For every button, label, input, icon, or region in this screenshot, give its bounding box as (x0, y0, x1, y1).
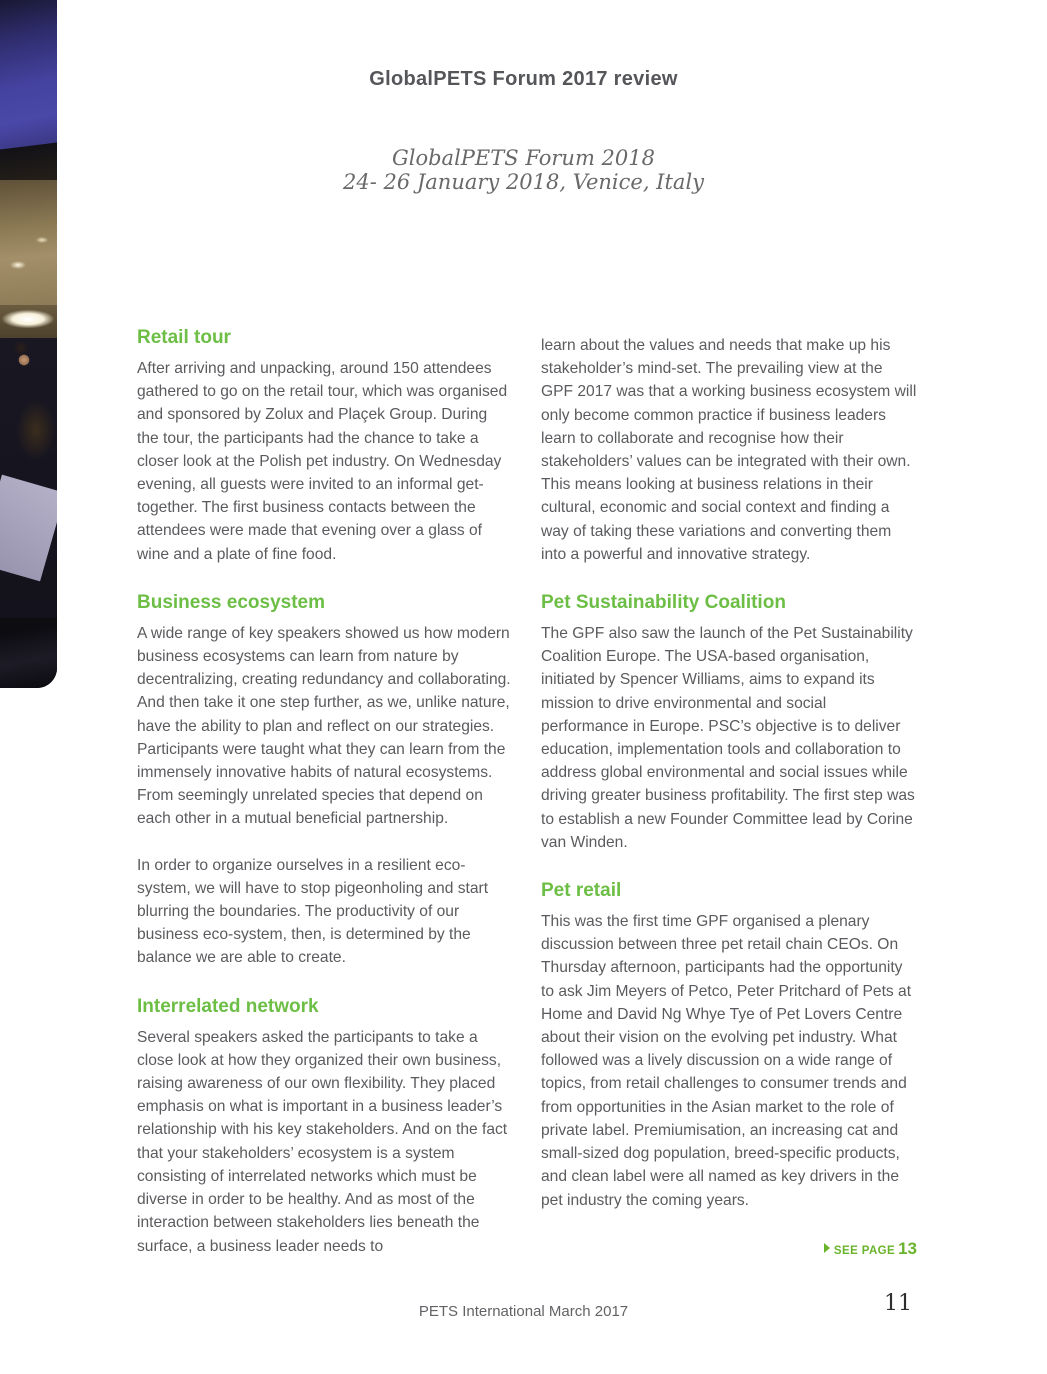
photo-light-panel (0, 305, 57, 341)
right-column (541, 327, 917, 1259)
paragraph-interrelated-network: Several speakers asked the participants to take a close look at how they organized their own business, raising awareness of our own flexibility. They placed emphasis on what is important in a business leader’s relationship with his key stakeholders. And on the fact that your stakeholders’ ecosystem is a system consisting of interrelated networks which must be diverse in order to be healthy. And as most of the interaction between stakeholders lies beneath the surface, a business leader needs to (137, 1028, 508, 1255)
photo-ceiling (0, 180, 57, 308)
section-heading-retail-tour: Retail tour (137, 327, 231, 348)
paragraph-continuation: learn about the values and needs that make up his stakeholder’s mind-set. The prevailing view at the GPF 2017 was that a working business ecosystem will only become common practice if business leaders learn to collaborate and recognise how their stakeholders’ values can be integrated with their own. This means looking at business relations in their cultural, economic and social context and finding a way of taking these variations and converting them into a powerful and innovative strategy. (541, 337, 917, 563)
footer-page-number: 11 (884, 1291, 912, 1316)
section-heading-business-ecosystem: Business ecosystem (137, 591, 325, 613)
arrow-right-icon (824, 1243, 830, 1253)
event-announcement (0, 146, 1047, 194)
page-title: GlobalPETS Forum 2017 review (369, 68, 678, 91)
paragraph-business-ecosystem-2: In order to organize ourselves in a resilient eco-system, we will have to stop pigeonholing and start blurring the boundaries. The productivity of our business eco-system, then, is determined by the balance we are able to create. (137, 856, 489, 967)
photo-coat (0, 618, 57, 688)
left-column (137, 327, 513, 1258)
paragraph-business-ecosystem-1: A wide range of key speakers showed us how modern business ecosystems can learn from nature by decentralizing, creating redundancy and collaborating. And then take it one step further, as we, unlike nature, have the ability to plan and reflect on our strategies. Participants were taught what they can learn from the immensely innovative habits of natural ecosystems. From seemingly unrelated species that depend on each other in a mutual beneficial partnership. (137, 624, 511, 828)
section-heading-interrelated-network: Interrelated network (137, 995, 319, 1017)
paragraph-pet-retail: This was the first time GPF organised a plenary discussion between three pet retail chain CEOs. On Thursday afternoon, participants had the opportunity to ask Jim Meyers of Petco, Peter Pritchard of Pets at Home and David Ng Whye Tye of Pet Lovers Centre about their vision on the evolving pet industry. What followed was a lively discussion on a wide range of topics, from retail challenges to consumer trends and from opportunities in the Asian market to the role of private label. Premiumisation, an increasing cat and small-sized dog population, breed-specific products, and clean label were all named as key drivers in the pet industry the coming years. (541, 913, 912, 1209)
event-date-location: 24- 26 January 2018, Venice, Italy (342, 170, 705, 194)
see-page-number: 13 (898, 1238, 917, 1258)
see-page-reference (541, 1239, 917, 1259)
section-heading-pet-retail: Pet retail (541, 880, 622, 902)
footer-magazine-title: PETS International March 2017 (418, 1303, 629, 1320)
event-name: GlobalPETS Forum 2018 (391, 146, 655, 170)
paragraph-pet-sustainability: The GPF also saw the launch of the Pet Sustainability Coalition Europe. The USA-based organisation, initiated by Spencer Williams, aims to expand its mission to drive environmental and social performance in Europe. PSC’s objective is to deliver education, implementation tools and collaboration to address global environmental and social issues while driving greater business profitability. The first step was to establish a new Founder Committee lead by Corine van Winden. (541, 625, 915, 851)
event-photo (0, 0, 57, 688)
see-page-label: SEE PAGE (833, 1244, 896, 1257)
paragraph-retail-tour: After arriving and unpacking, around 150 attendees gathered to go on the retail tour, which was organised and sponsored by Zolux and Plaçek Group. During the tour, the participants had the chance to take a closer look at the Polish pet industry. On Wednesday evening, all guests were invited to an informal get-together. The first business contacts between the attendees were made that evening over a glass of wine and a plate of fine food. (137, 360, 508, 563)
section-heading-pet-sustainability: Pet Sustainability Coalition (541, 592, 786, 614)
